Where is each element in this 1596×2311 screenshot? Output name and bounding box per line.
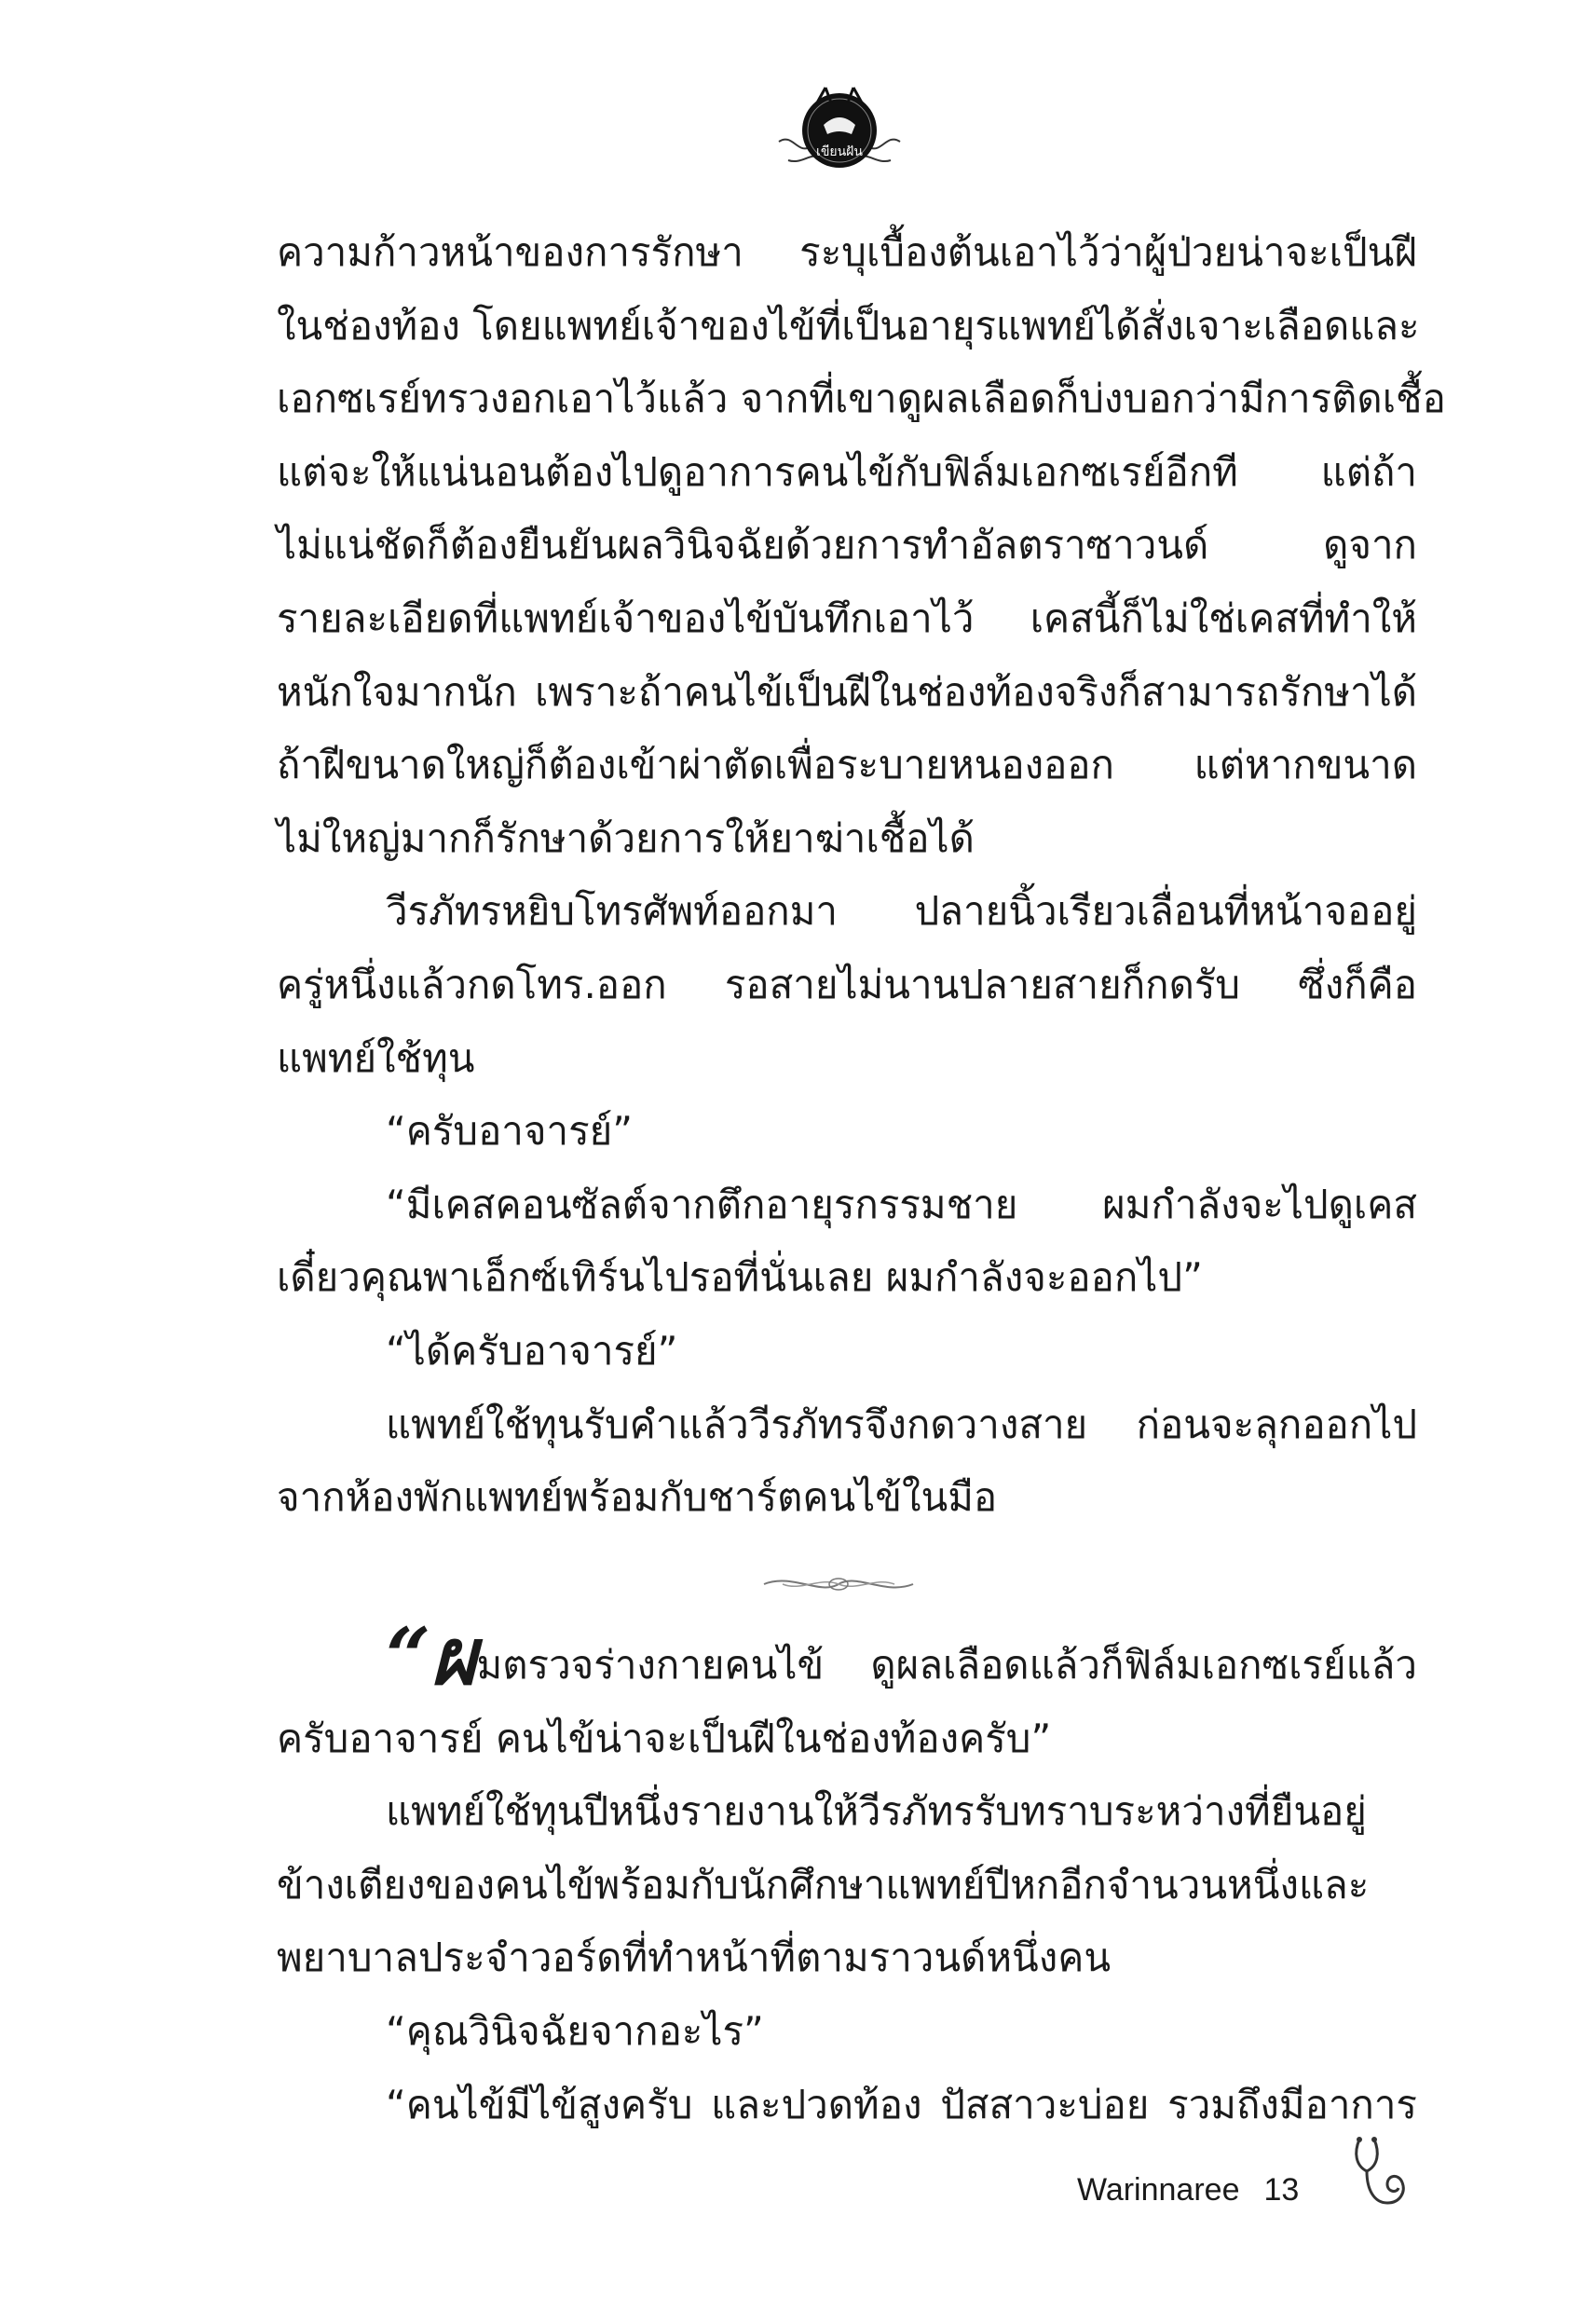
text-line: ครับอาจารย์ คนไข้น่าจะเป็นฝีในช่องท้องครับ” (277, 1715, 1052, 1761)
text-line: วีรภัทรหยิบโทรศัพท์ออกมา ปลายนิ้วเรียวเลื่อนที่หน้าจออยู่ (386, 888, 1417, 935)
text-line: ความก้าวหน้าของการรักษา ระบุเบื้องต้นเอาไว้ว่าผู้ป่วยน่าจะเป็นฝี (277, 229, 1417, 275)
page-number: 13 (1263, 2172, 1300, 2208)
text-line: แต่จะให้แน่นอนต้องไปดูอาการคนไข้กับฟิล์มเอกซเรย์อีกที แต่ถ้า (277, 448, 1417, 495)
text-line: ถ้าฝีขนาดใหญ่ก็ต้องเข้าผ่าตัดเพื่อระบายหนองออก แต่หากขนาด (277, 742, 1417, 788)
dialogue-line: “ครับอาจารย์” (386, 1108, 634, 1155)
text-line: เดี๋ยวคุณพาเอ็กซ์เทิร์นไปรอที่นั่นเลย ผมกำลังจะออกไป” (277, 1254, 1203, 1301)
text-line: ข้างเตียงของคนไข้พร้อมกับนักศึกษาแพทย์ปีหกอีกจำนวนหนึ่งและ (277, 1861, 1370, 1908)
section-divider-ornament (755, 1566, 922, 1603)
section-two (277, 1610, 1417, 2141)
text-line: พยาบาลประจำวอร์ดที่ทำหน้าที่ตามราวนด์หนึ่งคน (277, 1935, 1112, 1981)
text-line: ในช่องท้อง โดยแพทย์เจ้าของไข้ที่เป็นอายุรแพทย์ได้สั่งเจาะเลือดและ (277, 302, 1420, 349)
text-line: แพทย์ใช้ทุนรับคำแล้ววีรภัทรจึงกดวางสาย ก่อนจะลุกออกไป (386, 1401, 1417, 1447)
dialogue-line: “ได้ครับอาจารย์” (386, 1327, 678, 1374)
page-footer (1077, 2172, 1299, 2208)
logo-text: เขียนฝัน (816, 144, 863, 159)
dialogue-line: “คนไข้มีไข้สูงครับ และปวดท้อง ปัสสาวะบ่อย รวมถึงมีอาการ (386, 2081, 1417, 2127)
text-line: ไม่ใหญ่มากก็รักษาด้วยการให้ยาฆ่าเชื้อได้ (277, 814, 975, 861)
text-line: ไม่แน่ชัดก็ต้องยืนยันผลวินิจฉัยด้วยการทำอัลตราซาวนด์ ดูจาก (277, 522, 1417, 568)
section-one (277, 216, 1446, 1535)
text-line-dropcap (277, 1610, 1417, 1702)
text-line: แพทย์ใช้ทุนปีหนึ่งรายงานให้วีรภัทรรับทราบระหว่างที่ยืนอยู่ (386, 1788, 1367, 1835)
author-name: Warinnaree (1077, 2172, 1240, 2208)
stethoscope-icon (1346, 2134, 1413, 2218)
text-line: จากห้องพักแพทย์พร้อมกับชาร์ตคนไข้ในมือ (277, 1474, 998, 1521)
text-line: รายละเอียดที่แพทย์เจ้าของไข้บันทึกเอาไว้ เคสนี้ก็ไม่ใช่เคสที่ทำให้ (277, 595, 1417, 641)
publisher-logo (770, 76, 909, 179)
dialogue-line: “มีเคสคอนซัลต์จากตึกอายุรกรรมชาย ผมกำลังจะไปดูเคส (386, 1181, 1417, 1227)
drop-cap: “ผ (386, 1610, 477, 1702)
text-line: เอกซเรย์ทรวงอกเอาไว้แล้ว จากที่เขาดูผลเลือดก็บ่งบอกว่ามีการติดเชื้อ (277, 376, 1446, 422)
text-line: แพทย์ใช้ทุน (277, 1034, 475, 1081)
dialogue-line: “คุณวินิจฉัยจากอะไร” (386, 2007, 764, 2054)
text-line: ครู่หนึ่งแล้วกดโทร.ออก รอสายไม่นานปลายสายก็กดรับ ซึ่งก็คือ (277, 961, 1417, 1007)
text-line: หนักใจมากนัก เพราะถ้าคนไข้เป็นฝีในช่องท้องจริงก็สามารถรักษาได้ (277, 668, 1417, 715)
text-line-rest: มตรวจร่างกายคนไข้ ดูผลเลือดแล้วก็ฟิล์มเอกซเรย์แล้ว (476, 1642, 1417, 1688)
